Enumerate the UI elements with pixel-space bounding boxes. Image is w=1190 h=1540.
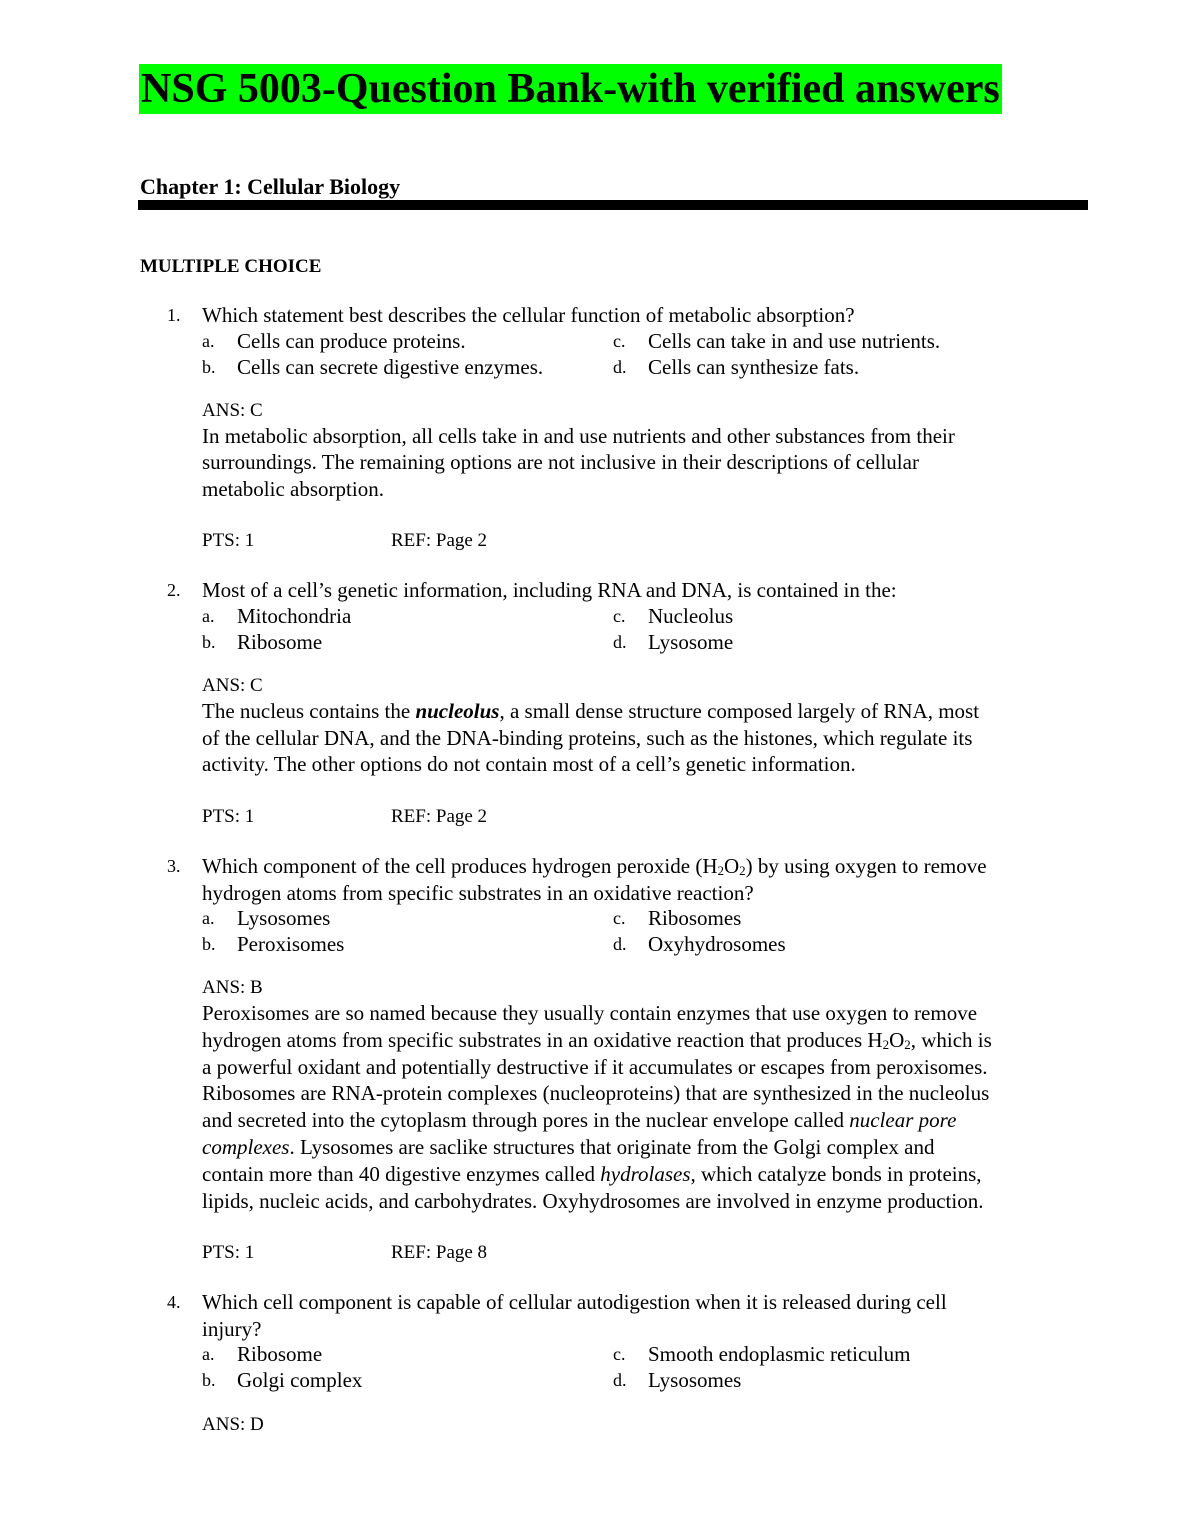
option-text: Peroxisomes — [237, 932, 345, 956]
option-letter: c. — [613, 1344, 626, 1364]
reference: REF: Page 2 — [391, 530, 488, 551]
question-number: 1. — [167, 305, 181, 325]
question-number: 3. — [167, 856, 181, 876]
explanation-text: . Lysosomes are saclike structures that originate from the Golgi complex and — [289, 1135, 935, 1159]
answer-key: ANS: C — [202, 675, 263, 696]
question-text: hydrogen atoms from specific substrates in an oxidative reaction? — [202, 881, 754, 905]
question-text: Which statement best describes the cellular function of metabolic absorption? — [202, 303, 855, 327]
option-letter: b. — [202, 934, 216, 954]
subscript: 2 — [904, 1037, 911, 1052]
answer-key: ANS: C — [202, 400, 263, 421]
answer-key: ANS: D — [202, 1414, 264, 1435]
question-text-part: O — [724, 854, 740, 878]
points: PTS: 1 — [202, 806, 255, 827]
option-text: Ribosomes — [648, 906, 742, 930]
reference: REF: Page 8 — [391, 1242, 488, 1263]
subscript: 2 — [717, 863, 724, 878]
heading-rule — [138, 200, 1088, 210]
option-letter: d. — [613, 632, 627, 652]
option-letter: c. — [613, 331, 626, 351]
question-text-part: ) by using oxygen to remove — [745, 854, 987, 878]
explanation-line: a powerful oxidant and potentially destructive if it accumulates or escapes from peroxisomes. — [202, 1055, 988, 1079]
option-text: Cells can take in and use nutrients. — [648, 329, 941, 353]
chapter-heading: Chapter 1: Cellular Biology — [140, 174, 401, 199]
option-text: Smooth endoplasmic reticulum — [648, 1342, 911, 1366]
option-text: Cells can produce proteins. — [237, 329, 466, 353]
subscript: 2 — [739, 863, 746, 878]
title-banner — [139, 64, 1002, 114]
explanation-text: and secreted into the cytoplasm through pores in the nuclear envelope called — [202, 1108, 850, 1132]
emphasized-term: hydrolases — [600, 1162, 691, 1186]
option-text: Mitochondria — [237, 604, 352, 628]
option-letter: d. — [613, 357, 627, 377]
option-letter: a. — [202, 331, 215, 351]
explanation-line: of the cellular DNA, and the DNA-binding proteins, such as the histones, which regulate its — [202, 726, 973, 750]
option-letter: c. — [613, 908, 626, 928]
points: PTS: 1 — [202, 530, 255, 551]
explanation-text: , which is — [910, 1028, 992, 1052]
option-text: Oxyhydrosomes — [648, 932, 786, 956]
explanation-line: Peroxisomes are so named because they usually contain enzymes that use oxygen to remove — [202, 1001, 978, 1025]
explanation-line: surroundings. The remaining options are not inclusive in their descriptions of cellular — [202, 450, 919, 474]
document-title: NSG 5003-Question Bank-with verified answers — [141, 66, 1000, 112]
question-number: 2. — [167, 580, 181, 600]
option-text: Ribosome — [237, 1342, 323, 1366]
emphasized-term: complexes — [202, 1135, 290, 1159]
question-text: Which cell component is capable of cellular autodigestion when it is released during cell — [202, 1290, 947, 1314]
explanation-line — [202, 1107, 956, 1134]
explanation-line: In metabolic absorption, all cells take in and use nutrients and other substances from their — [202, 424, 955, 448]
option-text: Cells can synthesize fats. — [648, 355, 860, 379]
explanation-text: , which catalyze bonds in proteins, — [690, 1162, 982, 1186]
answer-key: ANS: B — [202, 977, 263, 998]
question-text — [202, 853, 987, 880]
explanation-text: O — [889, 1028, 905, 1052]
question-text: injury? — [202, 1317, 262, 1341]
points: PTS: 1 — [202, 1242, 255, 1263]
option-text: Lysosome — [648, 630, 734, 654]
explanation-text: contain more than 40 digestive enzymes called — [202, 1162, 601, 1186]
section-heading: MULTIPLE CHOICE — [140, 256, 322, 277]
option-text: Lysosomes — [648, 1368, 742, 1392]
explanation-line — [202, 1161, 982, 1188]
option-letter: b. — [202, 632, 216, 652]
option-text: Ribosome — [237, 630, 323, 654]
question-text: Most of a cell’s genetic information, including RNA and DNA, is contained in the: — [202, 578, 897, 602]
explanation-line — [202, 1134, 934, 1161]
question-number: 4. — [167, 1292, 181, 1312]
option-text: Lysosomes — [237, 906, 331, 930]
option-letter: a. — [202, 908, 215, 928]
emphasized-term: nuclear pore — [849, 1108, 957, 1132]
explanation-line — [202, 1027, 992, 1054]
explanation-line — [202, 698, 979, 725]
option-letter: d. — [613, 1370, 627, 1390]
option-letter: a. — [202, 1344, 215, 1364]
option-text: Nucleolus — [648, 604, 734, 628]
explanation-line: metabolic absorption. — [202, 477, 384, 501]
explanation-text: , a small dense structure composed largely of RNA, most — [499, 699, 980, 723]
option-text: Cells can secrete digestive enzymes. — [237, 355, 544, 379]
reference: REF: Page 2 — [391, 806, 488, 827]
option-letter: b. — [202, 357, 216, 377]
option-letter: c. — [613, 606, 626, 626]
option-letter: b. — [202, 1370, 216, 1390]
explanation-line: activity. The other options do not contain most of a cell’s genetic information. — [202, 752, 856, 776]
emphasized-term: nucleolus — [415, 699, 500, 723]
option-letter: d. — [613, 934, 627, 954]
option-letter: a. — [202, 606, 215, 626]
explanation-line: Ribosomes are RNA-protein complexes (nucleoproteins) that are synthesized in the nucleolus — [202, 1081, 990, 1105]
explanation-text: hydrogen atoms from specific substrates in an oxidative reaction that produces H — [202, 1028, 883, 1052]
explanation-text: The nucleus contains the — [202, 699, 416, 723]
question-text-part: Which component of the cell produces hydrogen peroxide (H — [202, 854, 718, 878]
explanation-line: lipids, nucleic acids, and carbohydrates. Oxyhydrosomes are involved in enzyme production. — [202, 1189, 984, 1213]
subscript: 2 — [882, 1037, 890, 1052]
option-text: Golgi complex — [237, 1368, 363, 1392]
